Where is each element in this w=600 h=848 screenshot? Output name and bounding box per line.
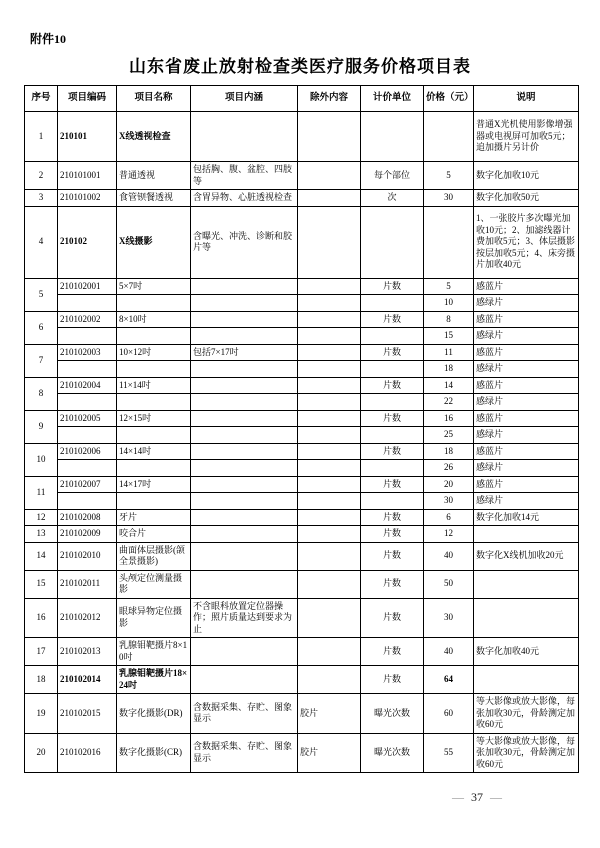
cell-excluded bbox=[298, 377, 361, 394]
cell-name: 眼球异物定位摄影 bbox=[117, 598, 191, 638]
cell-price: 6 bbox=[424, 509, 474, 526]
cell-no: 8 bbox=[25, 377, 58, 410]
cell-no: 17 bbox=[25, 638, 58, 666]
table-row bbox=[25, 638, 579, 666]
cell-unit: 片数 bbox=[361, 526, 424, 543]
table-row bbox=[25, 295, 579, 312]
cell-note bbox=[474, 526, 579, 543]
cell-excluded bbox=[298, 410, 361, 427]
cell-code bbox=[58, 460, 117, 477]
cell-code: 210101001 bbox=[58, 162, 117, 190]
page-number bbox=[437, 790, 517, 805]
cell-no: 11 bbox=[25, 476, 58, 509]
cell-content bbox=[191, 460, 298, 477]
cell-unit: 片数 bbox=[361, 344, 424, 361]
cell-content: 包括7×17吋 bbox=[191, 344, 298, 361]
cell-excluded bbox=[298, 344, 361, 361]
cell-name: 数字化摄影(CR) bbox=[117, 733, 191, 773]
cell-excluded bbox=[298, 460, 361, 477]
column-header: 说明 bbox=[474, 86, 579, 112]
cell-unit bbox=[361, 493, 424, 510]
footer-dash-left: — bbox=[452, 790, 464, 804]
table-row bbox=[25, 526, 579, 543]
cell-note: 等大影像或放大影像，每张加收30元，骨龄测定加收60元 bbox=[474, 694, 579, 734]
cell-no: 7 bbox=[25, 344, 58, 377]
cell-excluded bbox=[298, 206, 361, 278]
cell-name: 乳腺钼靶摄片8×10吋 bbox=[117, 638, 191, 666]
table-row bbox=[25, 361, 579, 378]
cell-no: 18 bbox=[25, 666, 58, 694]
cell-content: 含胃异物、心脏透视检查 bbox=[191, 190, 298, 207]
cell-unit: 次 bbox=[361, 190, 424, 207]
cell-code: 210102008 bbox=[58, 509, 117, 526]
cell-note: 数字化加收14元 bbox=[474, 509, 579, 526]
cell-unit: 片数 bbox=[361, 476, 424, 493]
cell-note: 等大影像或放大影像，每张加收30元，骨龄测定加收60元 bbox=[474, 733, 579, 773]
cell-content bbox=[191, 278, 298, 295]
cell-code bbox=[58, 394, 117, 411]
cell-unit: 曝光次数 bbox=[361, 694, 424, 734]
cell-price: 14 bbox=[424, 377, 474, 394]
cell-excluded bbox=[298, 443, 361, 460]
cell-content bbox=[191, 112, 298, 162]
cell-code bbox=[58, 427, 117, 444]
cell-name: 14×14吋 bbox=[117, 443, 191, 460]
table-row bbox=[25, 476, 579, 493]
page-title: 山东省废止放射检查类医疗服务价格项目表 bbox=[129, 57, 471, 76]
cell-price: 10 bbox=[424, 295, 474, 312]
page-number-value: 37 bbox=[471, 790, 483, 804]
cell-code: 210102001 bbox=[58, 278, 117, 295]
cell-note: 数字化X线机加收20元 bbox=[474, 542, 579, 570]
cell-name: 8×10吋 bbox=[117, 311, 191, 328]
price-table bbox=[24, 85, 579, 773]
table-row bbox=[25, 694, 579, 734]
cell-note: 数字化加收40元 bbox=[474, 638, 579, 666]
cell-price: 5 bbox=[424, 278, 474, 295]
table-row bbox=[25, 112, 579, 162]
cell-no: 10 bbox=[25, 443, 58, 476]
cell-no: 15 bbox=[25, 570, 58, 598]
cell-code: 210102012 bbox=[58, 598, 117, 638]
cell-excluded bbox=[298, 328, 361, 345]
cell-price: 8 bbox=[424, 311, 474, 328]
table-row bbox=[25, 493, 579, 510]
cell-name bbox=[117, 427, 191, 444]
cell-code: 210102002 bbox=[58, 311, 117, 328]
cell-price bbox=[424, 206, 474, 278]
cell-code: 210102010 bbox=[58, 542, 117, 570]
cell-content bbox=[191, 476, 298, 493]
footer-dash-right: — bbox=[490, 790, 502, 804]
cell-content bbox=[191, 328, 298, 345]
cell-no: 14 bbox=[25, 542, 58, 570]
cell-no: 12 bbox=[25, 509, 58, 526]
cell-name bbox=[117, 361, 191, 378]
cell-unit bbox=[361, 361, 424, 378]
cell-content bbox=[191, 361, 298, 378]
table-row bbox=[25, 190, 579, 207]
cell-content bbox=[191, 638, 298, 666]
cell-name: 10×12吋 bbox=[117, 344, 191, 361]
cell-excluded bbox=[298, 666, 361, 694]
cell-unit: 片数 bbox=[361, 570, 424, 598]
cell-excluded bbox=[298, 598, 361, 638]
table-header-row bbox=[25, 86, 579, 112]
cell-no: 13 bbox=[25, 526, 58, 543]
cell-unit: 片数 bbox=[361, 443, 424, 460]
cell-code: 210101002 bbox=[58, 190, 117, 207]
cell-excluded bbox=[298, 162, 361, 190]
table-row bbox=[25, 206, 579, 278]
table-row bbox=[25, 278, 579, 295]
cell-unit: 片数 bbox=[361, 542, 424, 570]
cell-note bbox=[474, 666, 579, 694]
cell-code: 210102005 bbox=[58, 410, 117, 427]
cell-note: 感绿片 bbox=[474, 460, 579, 477]
cell-content bbox=[191, 295, 298, 312]
cell-content bbox=[191, 542, 298, 570]
cell-content bbox=[191, 394, 298, 411]
cell-price: 40 bbox=[424, 542, 474, 570]
cell-name: 头颅定位测量摄影 bbox=[117, 570, 191, 598]
column-header: 计价单位 bbox=[361, 86, 424, 112]
cell-excluded bbox=[298, 493, 361, 510]
cell-note: 数字化加收50元 bbox=[474, 190, 579, 207]
cell-price: 55 bbox=[424, 733, 474, 773]
cell-price: 30 bbox=[424, 493, 474, 510]
cell-price: 60 bbox=[424, 694, 474, 734]
cell-code: 210102006 bbox=[58, 443, 117, 460]
cell-no: 6 bbox=[25, 311, 58, 344]
attachment-label: 附件10 bbox=[30, 32, 67, 46]
cell-unit: 片数 bbox=[361, 666, 424, 694]
cell-unit: 片数 bbox=[361, 598, 424, 638]
column-header: 项目名称 bbox=[117, 86, 191, 112]
cell-content bbox=[191, 570, 298, 598]
cell-content bbox=[191, 509, 298, 526]
cell-note: 感蓝片 bbox=[474, 311, 579, 328]
table-row bbox=[25, 377, 579, 394]
cell-code: 210102013 bbox=[58, 638, 117, 666]
table-row bbox=[25, 460, 579, 477]
cell-price: 30 bbox=[424, 598, 474, 638]
table-row bbox=[25, 410, 579, 427]
table-row bbox=[25, 328, 579, 345]
cell-unit: 每个部位 bbox=[361, 162, 424, 190]
cell-code: 210102004 bbox=[58, 377, 117, 394]
cell-excluded bbox=[298, 542, 361, 570]
cell-code: 210102011 bbox=[58, 570, 117, 598]
cell-price: 12 bbox=[424, 526, 474, 543]
cell-name: 11×14吋 bbox=[117, 377, 191, 394]
cell-content: 不含眼科放置定位器操作；照片质量达到要求为止 bbox=[191, 598, 298, 638]
cell-name bbox=[117, 295, 191, 312]
cell-note: 感绿片 bbox=[474, 295, 579, 312]
cell-name bbox=[117, 460, 191, 477]
cell-excluded bbox=[298, 476, 361, 493]
cell-name: 牙片 bbox=[117, 509, 191, 526]
cell-unit: 片数 bbox=[361, 638, 424, 666]
cell-excluded bbox=[298, 112, 361, 162]
cell-unit: 片数 bbox=[361, 377, 424, 394]
cell-note: 感绿片 bbox=[474, 394, 579, 411]
cell-name: 咬合片 bbox=[117, 526, 191, 543]
cell-note: 感蓝片 bbox=[474, 377, 579, 394]
cell-note: 感绿片 bbox=[474, 427, 579, 444]
cell-unit: 片数 bbox=[361, 311, 424, 328]
cell-code bbox=[58, 493, 117, 510]
cell-code: 210101 bbox=[58, 112, 117, 162]
cell-note: 感蓝片 bbox=[474, 443, 579, 460]
cell-name: 普通透视 bbox=[117, 162, 191, 190]
table-row bbox=[25, 394, 579, 411]
cell-excluded bbox=[298, 311, 361, 328]
cell-unit bbox=[361, 394, 424, 411]
cell-unit bbox=[361, 427, 424, 444]
cell-price: 15 bbox=[424, 328, 474, 345]
cell-content bbox=[191, 410, 298, 427]
cell-unit: 曝光次数 bbox=[361, 733, 424, 773]
table-row bbox=[25, 733, 579, 773]
cell-code: 210102009 bbox=[58, 526, 117, 543]
table-row bbox=[25, 666, 579, 694]
cell-unit bbox=[361, 112, 424, 162]
cell-no: 4 bbox=[25, 206, 58, 278]
table-body bbox=[25, 112, 579, 773]
table-row bbox=[25, 598, 579, 638]
cell-no: 19 bbox=[25, 694, 58, 734]
cell-note: 感绿片 bbox=[474, 328, 579, 345]
cell-note: 1、一张胶片多次曝光加收10元；2、加滤线器计费加收5元；3、体层摄影按层加收5元；4、床旁摄片加收40元 bbox=[474, 206, 579, 278]
cell-content: 含数据采集、存贮、图象显示 bbox=[191, 733, 298, 773]
cell-excluded: 胶片 bbox=[298, 694, 361, 734]
column-header: 序号 bbox=[25, 86, 58, 112]
table-row bbox=[25, 344, 579, 361]
cell-price: 5 bbox=[424, 162, 474, 190]
cell-note: 感蓝片 bbox=[474, 410, 579, 427]
cell-excluded bbox=[298, 278, 361, 295]
cell-name: 乳腺钼靶摄片18×24吋 bbox=[117, 666, 191, 694]
cell-unit: 片数 bbox=[361, 410, 424, 427]
cell-note bbox=[474, 598, 579, 638]
cell-content: 包括胸、腹、盆腔、四肢等 bbox=[191, 162, 298, 190]
cell-code: 210102003 bbox=[58, 344, 117, 361]
column-header: 项目编码 bbox=[58, 86, 117, 112]
cell-price: 16 bbox=[424, 410, 474, 427]
cell-unit bbox=[361, 460, 424, 477]
cell-content: 含数据采集、存贮、图象显示 bbox=[191, 694, 298, 734]
cell-excluded bbox=[298, 361, 361, 378]
table-row bbox=[25, 570, 579, 598]
cell-code bbox=[58, 361, 117, 378]
cell-content bbox=[191, 311, 298, 328]
cell-excluded bbox=[298, 526, 361, 543]
table-row bbox=[25, 443, 579, 460]
cell-no: 3 bbox=[25, 190, 58, 207]
cell-content bbox=[191, 493, 298, 510]
cell-code: 210102 bbox=[58, 206, 117, 278]
cell-code: 210102007 bbox=[58, 476, 117, 493]
cell-name bbox=[117, 394, 191, 411]
cell-no: 2 bbox=[25, 162, 58, 190]
cell-price: 50 bbox=[424, 570, 474, 598]
cell-price: 22 bbox=[424, 394, 474, 411]
cell-excluded bbox=[298, 509, 361, 526]
cell-price: 11 bbox=[424, 344, 474, 361]
table-row bbox=[25, 162, 579, 190]
cell-note bbox=[474, 570, 579, 598]
cell-code: 210102015 bbox=[58, 694, 117, 734]
table-row bbox=[25, 311, 579, 328]
cell-content bbox=[191, 377, 298, 394]
cell-code: 210102014 bbox=[58, 666, 117, 694]
cell-price: 64 bbox=[424, 666, 474, 694]
cell-no: 20 bbox=[25, 733, 58, 773]
table-header bbox=[25, 86, 579, 112]
cell-price bbox=[424, 112, 474, 162]
cell-note: 感绿片 bbox=[474, 361, 579, 378]
cell-excluded bbox=[298, 190, 361, 207]
cell-content bbox=[191, 427, 298, 444]
cell-no: 5 bbox=[25, 278, 58, 311]
cell-note: 普通X光机使用影像增强器或电视屏可加收5元；追加摄片另计价 bbox=[474, 112, 579, 162]
cell-unit bbox=[361, 206, 424, 278]
cell-price: 40 bbox=[424, 638, 474, 666]
table-row bbox=[25, 509, 579, 526]
cell-note: 感蓝片 bbox=[474, 278, 579, 295]
cell-name bbox=[117, 328, 191, 345]
cell-name: 12×15吋 bbox=[117, 410, 191, 427]
cell-note: 感蓝片 bbox=[474, 476, 579, 493]
cell-unit bbox=[361, 295, 424, 312]
cell-excluded bbox=[298, 427, 361, 444]
cell-excluded bbox=[298, 295, 361, 312]
cell-content bbox=[191, 666, 298, 694]
table-row bbox=[25, 542, 579, 570]
cell-unit bbox=[361, 328, 424, 345]
cell-code bbox=[58, 328, 117, 345]
cell-name: 食管钡餐透视 bbox=[117, 190, 191, 207]
cell-excluded: 胶片 bbox=[298, 733, 361, 773]
column-header: 项目内涵 bbox=[191, 86, 298, 112]
cell-name: 曲面体层摄影(颌全景摄影) bbox=[117, 542, 191, 570]
cell-name: X线透视检查 bbox=[117, 112, 191, 162]
cell-excluded bbox=[298, 638, 361, 666]
cell-price: 20 bbox=[424, 476, 474, 493]
table-row bbox=[25, 427, 579, 444]
cell-price: 30 bbox=[424, 190, 474, 207]
cell-name: 数字化摄影(DR) bbox=[117, 694, 191, 734]
cell-note: 感绿片 bbox=[474, 493, 579, 510]
cell-name: X线摄影 bbox=[117, 206, 191, 278]
cell-unit: 片数 bbox=[361, 509, 424, 526]
cell-no: 9 bbox=[25, 410, 58, 443]
cell-no: 1 bbox=[25, 112, 58, 162]
cell-code bbox=[58, 295, 117, 312]
cell-name: 5×7吋 bbox=[117, 278, 191, 295]
cell-excluded bbox=[298, 570, 361, 598]
cell-note: 数字化加收10元 bbox=[474, 162, 579, 190]
cell-name bbox=[117, 493, 191, 510]
cell-no: 16 bbox=[25, 598, 58, 638]
cell-name: 14×17吋 bbox=[117, 476, 191, 493]
cell-content bbox=[191, 443, 298, 460]
column-header: 价格（元） bbox=[424, 86, 474, 112]
cell-content: 含曝光、冲洗、诊断和胶片等 bbox=[191, 206, 298, 278]
cell-code: 210102016 bbox=[58, 733, 117, 773]
cell-price: 18 bbox=[424, 443, 474, 460]
cell-excluded bbox=[298, 394, 361, 411]
cell-price: 18 bbox=[424, 361, 474, 378]
cell-note: 感蓝片 bbox=[474, 344, 579, 361]
cell-unit: 片数 bbox=[361, 278, 424, 295]
cell-price: 25 bbox=[424, 427, 474, 444]
cell-price: 26 bbox=[424, 460, 474, 477]
column-header: 除外内容 bbox=[298, 86, 361, 112]
cell-content bbox=[191, 526, 298, 543]
